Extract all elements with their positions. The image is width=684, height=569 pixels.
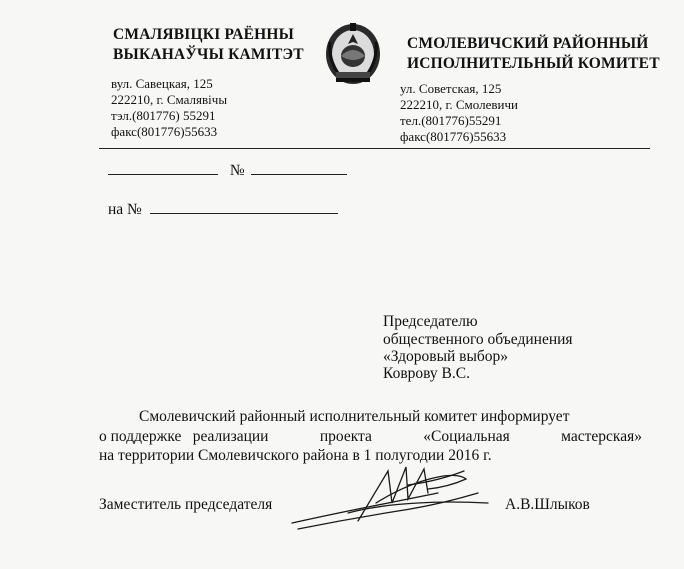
registration-line — [108, 160, 347, 181]
date-blank — [108, 160, 218, 175]
handwritten-signature — [288, 463, 498, 535]
reference-line — [108, 199, 338, 220]
body-word: мастерская» — [561, 428, 642, 445]
number-sign: № — [229, 162, 245, 179]
right-address-street: ул. Советская, 125 — [400, 81, 502, 96]
org-name-russian-line2: ИСПОЛНИТЕЛЬНЫЙ КОМИТЕТ — [407, 55, 660, 72]
left-address-city: 222210, г. Смалявічы — [111, 92, 228, 107]
body-line2 — [99, 427, 642, 447]
body-word: о поддержке — [99, 428, 182, 445]
org-name-belarusian-line2: ВЫКАНАЎЧЫ КАМІТЭТ — [113, 46, 304, 63]
left-address-fax: факс(801776)55633 — [111, 124, 218, 139]
recipient-line4: Коврову В.С. — [383, 365, 470, 382]
coat-of-arms-icon — [322, 20, 384, 86]
recipient-line2: общественного объединения — [383, 331, 573, 348]
right-address-phone: тел.(801776)55291 — [400, 113, 502, 128]
right-address-fax: факс(801776)55633 — [400, 129, 507, 144]
org-name-russian-line1: СМОЛЕВИЧСКИЙ РАЙОННЫЙ — [407, 35, 649, 52]
left-address-street: вул. Савецкая, 125 — [111, 76, 213, 91]
recipient-line3: «Здоровый выбор» — [383, 348, 509, 365]
signatory-position: Заместитель председателя — [99, 496, 273, 513]
left-address-phone: тэл.(801776) 55291 — [111, 108, 216, 123]
body-line3: на территории Смолевичского района в 1 полугодии 2016 г. — [99, 447, 492, 464]
recipient-line1: Председателю — [383, 313, 478, 330]
number-blank — [251, 160, 347, 175]
signatory-name: А.В.Шлыков — [505, 496, 590, 513]
reference-blank — [150, 199, 338, 214]
body-word: проекта — [319, 428, 372, 445]
body-word: реализации — [192, 428, 269, 445]
body-word: «Социальная — [423, 428, 510, 445]
reference-label: на № — [108, 201, 142, 218]
body-line1: Смолевичский районный исполнительный комитет информирует — [139, 408, 570, 425]
header-divider — [99, 148, 650, 149]
org-name-belarusian-line1: СМАЛЯВІЦКІ РАЁННЫ — [113, 26, 295, 43]
right-address-city: 222210, г. Смолевичи — [400, 97, 518, 112]
